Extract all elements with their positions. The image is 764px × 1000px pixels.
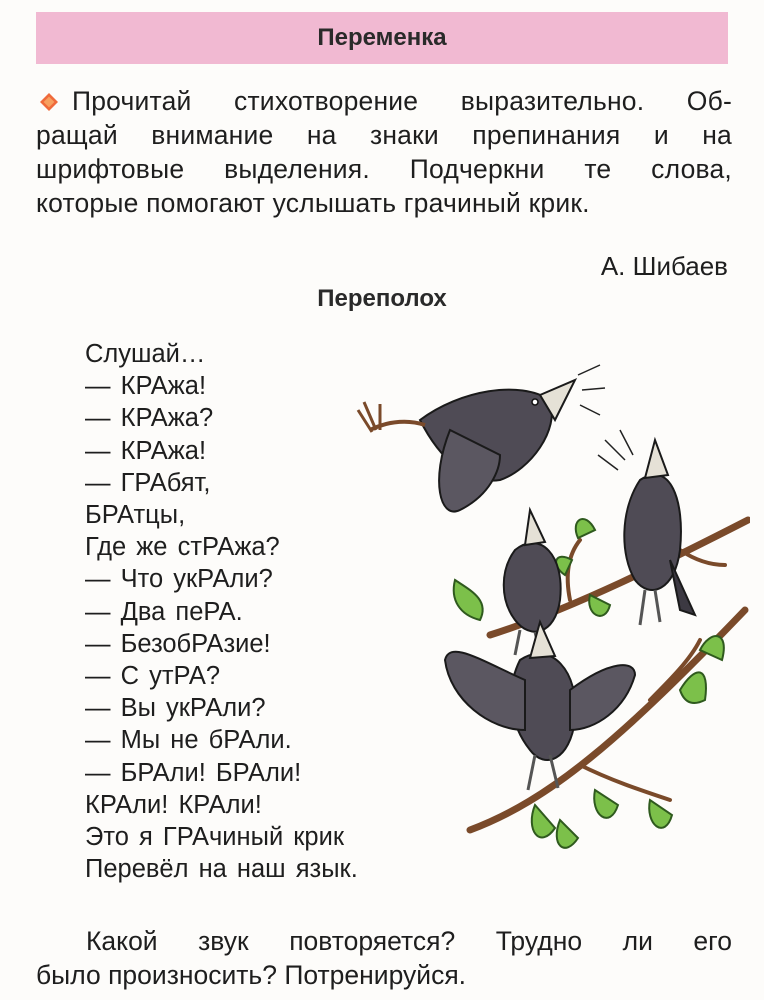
header-band [36, 12, 728, 64]
poem-text [85, 338, 358, 885]
task-line: которые помогают услышать грачиный крик. [36, 188, 590, 218]
rooks-on-branches-illustration [350, 360, 750, 860]
question-text [36, 924, 732, 992]
poem-line: Перевёл на наш язык. [85, 855, 358, 884]
poem-line: — КРАжа! [85, 436, 207, 465]
task-line: ращай внимание на знаки препинания и на [36, 120, 732, 150]
standing-rook-middle [504, 510, 561, 655]
poem-line: — Два пеРА. [85, 597, 243, 626]
question-line: Какой звук повторяется? Трудно ли его [86, 926, 732, 956]
poem-line: — Мы не бРАли. [85, 726, 292, 755]
poem-line: — ГРАбят, [85, 468, 211, 497]
lower-rook [445, 622, 635, 790]
task-line-text: Прочитай стихотворение выразительно. Об- [72, 86, 732, 116]
poem-line: БРАтцы, [85, 501, 186, 530]
page-title: Переменка [317, 24, 447, 51]
diamond-bullet-icon [40, 93, 58, 111]
question-line: было произносить? Потренируйся. [36, 960, 467, 990]
poem-line: — БезобРАзие! [85, 629, 271, 658]
poem-line: — Что укРАли? [85, 565, 273, 594]
poem-title: Переполох [317, 285, 447, 312]
task-line: шрифтовые выделения. Подчеркни те слова, [36, 154, 732, 184]
poem-line: — КРАжа! [85, 372, 207, 401]
poem-line: — КРАжа? [85, 404, 214, 433]
standing-rook-right [598, 430, 695, 625]
poem-author: А. Шибаев [600, 251, 728, 281]
poem-line: Слушай… [85, 340, 206, 368]
flying-rook [358, 365, 605, 512]
poem-line: Где же стРАжа? [85, 533, 280, 562]
task-line [36, 84, 732, 118]
task-text [36, 84, 732, 220]
poem-line: Это я ГРАчиный крик [85, 823, 345, 852]
poem-line: — БРАли! БРАли! [85, 758, 302, 787]
poem-line: — С утРА? [85, 662, 221, 691]
poem-line: — Вы укРАли? [85, 694, 266, 723]
poem-line: КРАли! КРАли! [85, 790, 262, 819]
